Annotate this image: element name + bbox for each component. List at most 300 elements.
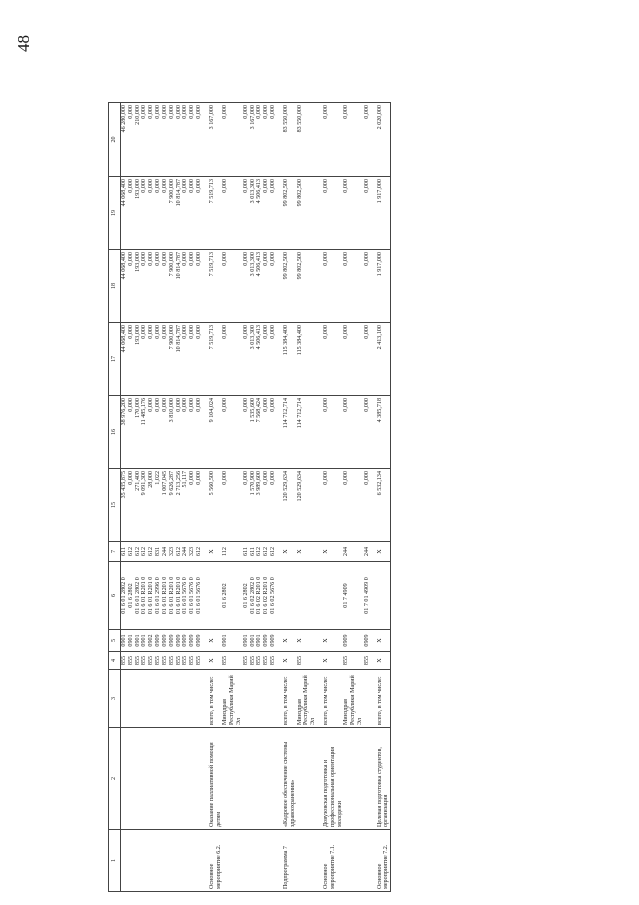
cell-vr: 244 xyxy=(343,542,363,562)
cell-csr: 01 6 01 R201 0 xyxy=(162,562,169,630)
cell-rzpr: 0909 xyxy=(169,630,176,652)
cell-value-2017: 0,000 xyxy=(189,323,196,396)
cell-csr: 01 6 02 R201 0 xyxy=(263,562,270,630)
cell-value-2015: 28,000 xyxy=(148,469,155,542)
cell-vr: 612 xyxy=(135,542,142,562)
column-header: 1 xyxy=(109,830,121,892)
cell-value-2015: 0,000 xyxy=(243,469,250,542)
cell-item xyxy=(196,830,203,892)
column-header: 15 xyxy=(109,469,121,542)
cell-csr: 01 6 02 R201 0 xyxy=(256,562,263,630)
cell-item xyxy=(243,830,250,892)
cell-value-2017: 115 384,400 xyxy=(297,323,317,396)
cell-csr: 01 6 01 2996 0 xyxy=(155,562,162,630)
table-row xyxy=(270,103,277,892)
cell-value-2020: 0,000 xyxy=(128,103,135,177)
cell-executor xyxy=(128,670,135,728)
table-row xyxy=(371,103,391,892)
cell-name xyxy=(128,728,135,830)
cell-csr: 01 6 01 R201 0 xyxy=(148,562,155,630)
cell-value-2018: 1 917,000 xyxy=(371,250,391,323)
cell-executor: Минздрав Республики Марий Эл xyxy=(297,670,317,728)
cell-value-2019: 0,000 xyxy=(155,177,162,250)
cell-name: Довузовская подготовка и профессиональная ориентация молодежи xyxy=(317,728,343,830)
cell-value-2018: 7 519,713 xyxy=(203,250,223,323)
cell-value-2019: 193,000 xyxy=(135,177,142,250)
cell-grbs: 855 xyxy=(343,652,363,670)
cell-executor xyxy=(364,670,371,728)
table-row xyxy=(256,103,263,892)
cell-value-2017: 193,000 xyxy=(135,323,142,396)
cell-value-2018: 99 802,500 xyxy=(277,250,297,323)
cell-grbs: 855 xyxy=(135,652,142,670)
cell-value-2015: 9 626,287 xyxy=(169,469,176,542)
cell-item xyxy=(343,830,363,892)
column-header: 18 xyxy=(109,250,121,323)
cell-csr: 01 6 01 R201 0 xyxy=(169,562,176,630)
cell-csr xyxy=(371,562,391,630)
cell-value-2015: 0,000 xyxy=(263,469,270,542)
table-row xyxy=(317,103,343,892)
cell-rzpr: 0909 xyxy=(155,630,162,652)
cell-value-2016: 0,000 xyxy=(148,396,155,469)
table-row xyxy=(277,103,297,892)
cell-executor xyxy=(270,670,277,728)
cell-value-2019: 0,000 xyxy=(196,177,203,250)
cell-rzpr: 0901 xyxy=(121,630,128,652)
cell-item xyxy=(263,830,270,892)
cell-value-2018: 0,000 xyxy=(189,250,196,323)
cell-value-2019: 99 802,500 xyxy=(297,177,317,250)
cell-value-2018: 0,000 xyxy=(182,250,189,323)
cell-vr: 831 xyxy=(155,542,162,562)
cell-csr xyxy=(317,562,343,630)
cell-value-2017: 0,000 xyxy=(182,323,189,396)
cell-value-2016: 9 104,024 xyxy=(203,396,223,469)
cell-value-2015: 3 989,600 xyxy=(256,469,263,542)
cell-name xyxy=(148,728,155,830)
header-row xyxy=(109,103,121,892)
cell-csr: 01 7 4909 xyxy=(343,562,363,630)
cell-vr: X xyxy=(371,542,391,562)
cell-item xyxy=(364,830,371,892)
cell-executor xyxy=(176,670,183,728)
cell-name xyxy=(176,728,183,830)
cell-grbs: 855 xyxy=(250,652,257,670)
cell-grbs: 855 xyxy=(155,652,162,670)
cell-value-2015: 9 091,300 xyxy=(141,469,148,542)
cell-value-2019: 7 519,713 xyxy=(203,177,223,250)
cell-item: Подпрограмма 7 xyxy=(277,830,297,892)
cell-csr: 01 6 01 2802 0 xyxy=(121,562,128,630)
cell-executor xyxy=(182,670,189,728)
cell-rzpr: 0901 xyxy=(243,630,250,652)
cell-value-2019: 0,000 xyxy=(162,177,169,250)
cell-value-2019: 44 068,400 xyxy=(121,177,128,250)
table-row xyxy=(196,103,203,892)
cell-grbs: 855 xyxy=(270,652,277,670)
cell-value-2017: 0,000 xyxy=(128,323,135,396)
cell-value-2018: 0,000 xyxy=(148,250,155,323)
cell-value-2016: 7 568,424 xyxy=(256,396,263,469)
cell-vr: X xyxy=(203,542,223,562)
table-row xyxy=(203,103,223,892)
cell-item xyxy=(148,830,155,892)
cell-csr: 01 6 02 5676 0 xyxy=(270,562,277,630)
cell-csr: 01 6 01 5676 0 xyxy=(189,562,196,630)
cell-value-2019: 0,000 xyxy=(364,177,371,250)
cell-value-2018: 0,000 xyxy=(343,250,363,323)
cell-value-2015: 0,000 xyxy=(128,469,135,542)
cell-name xyxy=(121,728,128,830)
cell-value-2015: 6 532,134 xyxy=(371,469,391,542)
cell-value-2015: 0,000 xyxy=(196,469,203,542)
cell-value-2015: 1,022 xyxy=(155,469,162,542)
cell-rzpr: 0901 xyxy=(141,630,148,652)
cell-executor xyxy=(196,670,203,728)
cell-vr: X xyxy=(277,542,297,562)
cell-value-2015: 0,000 xyxy=(317,469,343,542)
cell-value-2016: 4 385,718 xyxy=(371,396,391,469)
cell-vr: 244 xyxy=(364,542,371,562)
cell-value-2018: 0,000 xyxy=(222,250,242,323)
table-row xyxy=(176,103,183,892)
cell-item xyxy=(182,830,189,892)
cell-rzpr: 0909 xyxy=(176,630,183,652)
table-row xyxy=(162,103,169,892)
cell-executor xyxy=(162,670,169,728)
cell-vr: 612 xyxy=(256,542,263,562)
cell-value-2017: 0,000 xyxy=(222,323,242,396)
cell-value-2015: 0,000 xyxy=(270,469,277,542)
cell-value-2018: 0,000 xyxy=(364,250,371,323)
cell-value-2017: 0,000 xyxy=(196,323,203,396)
cell-value-2018: 0,000 xyxy=(196,250,203,323)
cell-name: Целевая подготовка студентов, организация xyxy=(371,728,391,830)
cell-value-2020: 0,000 xyxy=(155,103,162,177)
cell-value-2019: 99 802,500 xyxy=(277,177,297,250)
cell-csr xyxy=(297,562,317,630)
table-row xyxy=(243,103,250,892)
cell-item xyxy=(250,830,257,892)
cell-vr: 612 xyxy=(263,542,270,562)
cell-value-2020: 3 167,000 xyxy=(203,103,223,177)
cell-vr: 244 xyxy=(162,542,169,562)
cell-rzpr: X xyxy=(317,630,343,652)
cell-executor: всего, в том числе: xyxy=(203,670,223,728)
cell-csr: 01 6 2802 xyxy=(128,562,135,630)
cell-rzpr: 0909 xyxy=(263,630,270,652)
cell-value-2019: 0,000 xyxy=(128,177,135,250)
cell-vr: 612 xyxy=(128,542,135,562)
cell-value-2018: 3 013,300 xyxy=(250,250,257,323)
cell-item xyxy=(155,830,162,892)
cell-name: Оказание паллиативной помощи детям xyxy=(203,728,223,830)
column-header: 17 xyxy=(109,323,121,396)
cell-vr: 612 xyxy=(196,542,203,562)
cell-value-2020: 0,000 xyxy=(317,103,343,177)
cell-grbs: 855 xyxy=(256,652,263,670)
column-header: 19 xyxy=(109,177,121,250)
cell-name xyxy=(343,728,363,830)
cell-value-2015: 120 529,634 xyxy=(277,469,297,542)
cell-value-2019: 3 013,300 xyxy=(250,177,257,250)
cell-name xyxy=(256,728,263,830)
cell-value-2016: 0,000 xyxy=(270,396,277,469)
cell-grbs: 855 xyxy=(148,652,155,670)
cell-value-2020: 0,000 xyxy=(343,103,363,177)
cell-value-2016: 0,000 xyxy=(364,396,371,469)
cell-value-2019: 0,000 xyxy=(148,177,155,250)
cell-value-2016: 0,000 xyxy=(196,396,203,469)
cell-value-2020: 0,000 xyxy=(189,103,196,177)
cell-value-2017: 0,000 xyxy=(343,323,363,396)
cell-csr xyxy=(277,562,297,630)
cell-value-2015: 1 570,900 xyxy=(250,469,257,542)
cell-name xyxy=(182,728,189,830)
cell-value-2016: 0,000 xyxy=(243,396,250,469)
cell-rzpr: 0909 xyxy=(270,630,277,652)
cell-value-2015: 1 007,045 xyxy=(162,469,169,542)
table-row xyxy=(182,103,189,892)
cell-csr: 01 6 02 2802 0 xyxy=(250,562,257,630)
cell-csr: 01 6 01 R201 0 xyxy=(141,562,148,630)
rotated-table-container xyxy=(108,102,636,892)
cell-rzpr: 0901 xyxy=(135,630,142,652)
cell-executor xyxy=(256,670,263,728)
cell-grbs: 855 xyxy=(364,652,371,670)
cell-value-2020: 0,000 xyxy=(148,103,155,177)
cell-value-2017: 0,000 xyxy=(141,323,148,396)
cell-value-2017: 7 519,713 xyxy=(203,323,223,396)
cell-value-2020: 0,000 xyxy=(162,103,169,177)
cell-vr: 612 xyxy=(176,542,183,562)
cell-value-2020: 0,000 xyxy=(243,103,250,177)
cell-value-2020: 0,000 xyxy=(222,103,242,177)
cell-item xyxy=(270,830,277,892)
column-header: 2 xyxy=(109,728,121,830)
cell-value-2017: 2 413,100 xyxy=(371,323,391,396)
cell-grbs: 855 xyxy=(169,652,176,670)
cell-value-2020: 0,000 xyxy=(182,103,189,177)
cell-value-2020: 0,000 xyxy=(196,103,203,177)
table-row xyxy=(297,103,317,892)
cell-grbs: 855 xyxy=(222,652,242,670)
cell-value-2016: 114 712,714 xyxy=(277,396,297,469)
cell-value-2015: 51,117 xyxy=(182,469,189,542)
cell-name xyxy=(222,728,242,830)
cell-value-2020: 0,000 xyxy=(256,103,263,177)
cell-value-2020: 0,000 xyxy=(270,103,277,177)
cell-value-2018: 193,000 xyxy=(135,250,142,323)
cell-executor xyxy=(155,670,162,728)
cell-value-2020: 2 020,000 xyxy=(371,103,391,177)
budget-table xyxy=(108,102,391,892)
cell-name xyxy=(162,728,169,830)
cell-value-2019: 0,000 xyxy=(141,177,148,250)
cell-value-2019: 0,000 xyxy=(189,177,196,250)
cell-value-2019: 0,000 xyxy=(222,177,242,250)
table-row xyxy=(189,103,196,892)
cell-vr: 612 xyxy=(148,542,155,562)
cell-vr: X xyxy=(317,542,343,562)
cell-executor xyxy=(263,670,270,728)
cell-value-2018: 10 814,787 xyxy=(176,250,183,323)
cell-rzpr: 0901 xyxy=(256,630,263,652)
cell-value-2016: 170,000 xyxy=(135,396,142,469)
cell-executor xyxy=(250,670,257,728)
cell-rzpr: 0909 xyxy=(196,630,203,652)
cell-value-2017: 0,000 xyxy=(317,323,343,396)
cell-value-2019: 0,000 xyxy=(343,177,363,250)
cell-value-2020: 83 550,000 xyxy=(297,103,317,177)
cell-rzpr: 0902 xyxy=(148,630,155,652)
column-header: 3 xyxy=(109,670,121,728)
cell-grbs: 855 xyxy=(263,652,270,670)
column-header: 6 xyxy=(109,562,121,630)
cell-item xyxy=(128,830,135,892)
cell-value-2017: 7 900,000 xyxy=(169,323,176,396)
cell-value-2015: 0,000 xyxy=(222,469,242,542)
cell-value-2020: 0,000 xyxy=(263,103,270,177)
cell-value-2020: 3 167,000 xyxy=(250,103,257,177)
cell-executor xyxy=(243,670,250,728)
cell-value-2017: 115 384,400 xyxy=(277,323,297,396)
column-header: 5 xyxy=(109,630,121,652)
cell-name xyxy=(250,728,257,830)
cell-vr: 323 xyxy=(169,542,176,562)
cell-rzpr: 0909 xyxy=(343,630,363,652)
column-header: 4 xyxy=(109,652,121,670)
cell-vr: 611 xyxy=(243,542,250,562)
cell-name xyxy=(189,728,196,830)
cell-grbs: 855 xyxy=(176,652,183,670)
cell-value-2015: 35 435,875 xyxy=(121,469,128,542)
cell-value-2016: 0,000 xyxy=(176,396,183,469)
cell-value-2018: 0,000 xyxy=(155,250,162,323)
cell-executor xyxy=(135,670,142,728)
table-row xyxy=(343,103,363,892)
cell-csr: 01 6 2802 xyxy=(222,562,242,630)
cell-value-2020: 46 280,000 xyxy=(121,103,128,177)
cell-item xyxy=(176,830,183,892)
cell-grbs: 855 xyxy=(189,652,196,670)
cell-vr: 611 xyxy=(250,542,257,562)
cell-value-2015: 2 713,256 xyxy=(176,469,183,542)
cell-executor xyxy=(121,670,128,728)
cell-grbs: 855 xyxy=(128,652,135,670)
cell-grbs: 855 xyxy=(141,652,148,670)
cell-value-2016: 114 712,714 xyxy=(297,396,317,469)
cell-value-2016: 11 485,176 xyxy=(141,396,148,469)
table-row xyxy=(148,103,155,892)
cell-rzpr: 0901 xyxy=(222,630,242,652)
cell-value-2018: 0,000 xyxy=(263,250,270,323)
cell-value-2018: 0,000 xyxy=(162,250,169,323)
cell-executor: всего, в том числе: xyxy=(317,670,343,728)
cell-name xyxy=(364,728,371,830)
cell-value-2019: 7 900,000 xyxy=(169,177,176,250)
cell-executor xyxy=(141,670,148,728)
column-header: 7 xyxy=(109,542,121,562)
table-row xyxy=(169,103,176,892)
cell-item xyxy=(141,830,148,892)
cell-value-2016: 0,000 xyxy=(263,396,270,469)
cell-value-2020: 0,000 xyxy=(169,103,176,177)
cell-rzpr: X xyxy=(203,630,223,652)
cell-value-2019: 0,000 xyxy=(263,177,270,250)
cell-executor: всего, в том числе: xyxy=(371,670,391,728)
cell-item: Основное мероприятие 7.1. xyxy=(317,830,343,892)
cell-value-2018: 0,000 xyxy=(243,250,250,323)
cell-vr: 244 xyxy=(182,542,189,562)
cell-value-2019: 10 814,787 xyxy=(176,177,183,250)
cell-grbs: 855 xyxy=(243,652,250,670)
cell-value-2020: 0,000 xyxy=(176,103,183,177)
cell-rzpr: X xyxy=(277,630,297,652)
cell-value-2019: 0,000 xyxy=(317,177,343,250)
cell-name xyxy=(263,728,270,830)
cell-name xyxy=(196,728,203,830)
cell-value-2017: 0,000 xyxy=(243,323,250,396)
cell-csr: 01 6 01 5676 0 xyxy=(182,562,189,630)
cell-value-2016: 0,000 xyxy=(182,396,189,469)
cell-rzpr: X xyxy=(371,630,391,652)
cell-value-2016: 3 810,000 xyxy=(169,396,176,469)
cell-value-2020: 0,000 xyxy=(141,103,148,177)
cell-item xyxy=(135,830,142,892)
cell-rzpr: 0909 xyxy=(162,630,169,652)
cell-value-2016: 0,000 xyxy=(343,396,363,469)
cell-value-2020: 83 550,000 xyxy=(277,103,297,177)
cell-rzpr: 0909 xyxy=(182,630,189,652)
cell-value-2019: 0,000 xyxy=(270,177,277,250)
cell-item xyxy=(189,830,196,892)
cell-rzpr: 0901 xyxy=(128,630,135,652)
cell-name xyxy=(141,728,148,830)
cell-value-2017: 44 068,400 xyxy=(121,323,128,396)
cell-value-2019: 4 506,413 xyxy=(256,177,263,250)
cell-grbs: 855 xyxy=(162,652,169,670)
cell-grbs: 855 xyxy=(182,652,189,670)
cell-value-2017: 0,000 xyxy=(263,323,270,396)
cell-csr: 01 6 2802 xyxy=(243,562,250,630)
cell-value-2015: 5 560,500 xyxy=(203,469,223,542)
cell-executor: Минздрав Республики Марий Эл xyxy=(222,670,242,728)
cell-grbs: 855 xyxy=(121,652,128,670)
cell-value-2015: 120 529,634 xyxy=(297,469,317,542)
cell-executor: Минздрав Республики Марий Эл xyxy=(343,670,363,728)
table-row xyxy=(135,103,142,892)
cell-csr: 01 7 01 4909 0 xyxy=(364,562,371,630)
cell-value-2016: 0,000 xyxy=(189,396,196,469)
cell-grbs: X xyxy=(317,652,343,670)
column-header: 20 xyxy=(109,103,121,177)
cell-vr: 611 xyxy=(121,542,128,562)
cell-item xyxy=(222,830,242,892)
cell-vr: 612 xyxy=(270,542,277,562)
table-body xyxy=(121,103,391,892)
cell-item xyxy=(297,830,317,892)
cell-name xyxy=(243,728,250,830)
cell-grbs: 855 xyxy=(196,652,203,670)
cell-value-2017: 0,000 xyxy=(364,323,371,396)
cell-value-2016: 0,000 xyxy=(162,396,169,469)
table-row xyxy=(250,103,257,892)
cell-value-2016: 0,000 xyxy=(317,396,343,469)
cell-name xyxy=(169,728,176,830)
cell-value-2016: 0,000 xyxy=(222,396,242,469)
